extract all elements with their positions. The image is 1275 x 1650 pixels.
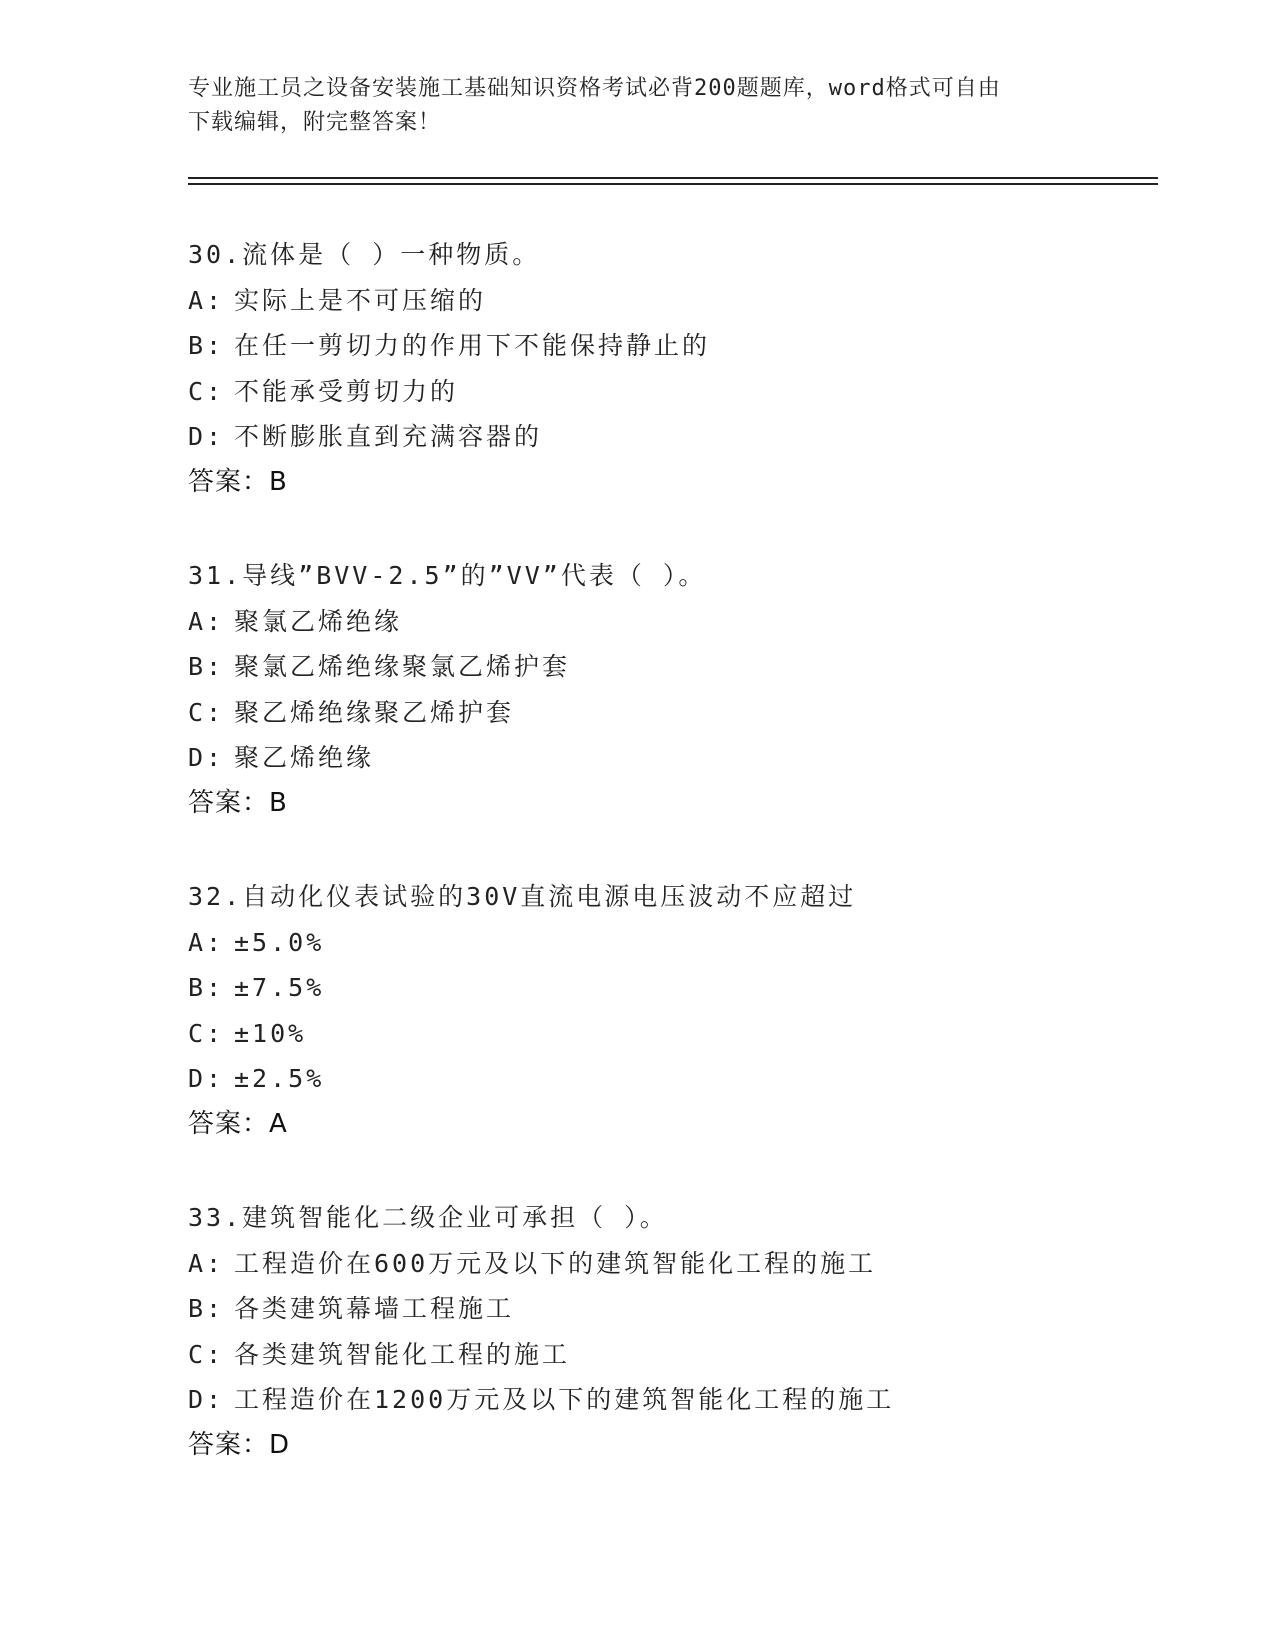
option-d: [188, 735, 1188, 781]
option-text: 聚乙烯绝缘: [234, 743, 375, 772]
option-b: [188, 644, 1188, 690]
header-divider-bottom: [188, 183, 1158, 185]
option-c: [188, 690, 1188, 736]
option-a: [188, 278, 1188, 324]
answer-line: 答案：B: [188, 787, 288, 818]
option-letter: D:: [188, 422, 225, 451]
option-text: 不能承受剪切力的: [234, 376, 459, 406]
option-letter: D:: [188, 1385, 225, 1414]
option-a: [188, 1241, 1188, 1287]
option-b: [188, 1286, 1188, 1332]
option-c: [188, 1011, 1188, 1057]
option-d: [188, 1377, 1188, 1423]
answer-line: 答案：A: [188, 1108, 288, 1139]
option-text: ±7.5%: [234, 973, 325, 1002]
answer-line: 答案：D: [188, 1429, 291, 1460]
question-33: [188, 1195, 1188, 1468]
option-d: [188, 1056, 1188, 1102]
option-b: [188, 323, 1188, 369]
option-letter: B:: [188, 331, 225, 360]
option-text: 实际上是不可压缩的: [234, 285, 487, 315]
option-b: [188, 965, 1188, 1011]
option-text: 聚氯乙烯绝缘: [234, 606, 403, 636]
option-text: 聚氯乙烯绝缘聚氯乙烯护套: [234, 652, 571, 681]
option-text: ±2.5%: [234, 1064, 325, 1093]
question-30: [188, 232, 1188, 505]
header-divider-top: [188, 177, 1158, 179]
option-letter: D:: [188, 743, 225, 772]
option-text: 在任一剪切力的作用下不能保持静止的: [234, 331, 711, 360]
answer-line: 答案：B: [188, 466, 288, 497]
option-c: [188, 369, 1188, 415]
option-a: [188, 599, 1188, 645]
option-a: [188, 920, 1188, 966]
header-line-2: 下载编辑，附完整答案！: [188, 110, 442, 135]
option-text: 聚乙烯绝缘聚乙烯护套: [234, 697, 515, 727]
question-stem: 30.流体是（ ）一种物质。: [188, 240, 541, 269]
option-letter: A:: [188, 606, 225, 636]
option-letter: C:: [188, 376, 225, 406]
option-letter: D:: [188, 1064, 225, 1093]
option-text: ±10%: [234, 1018, 307, 1048]
question-stem: 32.自动化仪表试验的30V直流电源电压波动不应超过: [188, 882, 857, 911]
option-d: [188, 414, 1188, 460]
option-text: 各类建筑幕墙工程施工: [234, 1294, 515, 1323]
option-letter: B:: [188, 973, 225, 1002]
option-letter: A:: [188, 285, 225, 315]
option-letter: A:: [188, 1248, 225, 1278]
document-header: [188, 72, 1088, 140]
option-text: ±5.0%: [234, 927, 325, 957]
option-letter: B:: [188, 652, 225, 681]
question-stem: 33.建筑智能化二级企业可承担（ ）。: [188, 1203, 668, 1232]
option-letter: C:: [188, 1339, 225, 1369]
option-letter: B:: [188, 1294, 225, 1323]
option-letter: C:: [188, 1018, 225, 1048]
option-letter: C:: [188, 697, 225, 727]
option-text: 各类建筑智能化工程的施工: [234, 1339, 571, 1369]
option-text: 工程造价在600万元及以下的建筑智能化工程的施工: [234, 1248, 877, 1278]
question-list: [188, 232, 1188, 1516]
header-line-1: 专业施工员之设备安装施工基础知识资格考试必背200题题库，word格式可自由: [188, 76, 1001, 101]
option-text: 不断膨胀直到充满容器的: [234, 422, 543, 451]
option-c: [188, 1332, 1188, 1378]
option-letter: A:: [188, 927, 225, 957]
question-32: [188, 874, 1188, 1147]
question-stem: 31.导线”BVV-2.5”的”VV”代表（ ）。: [188, 561, 707, 590]
option-text: 工程造价在1200万元及以下的建筑智能化工程的施工: [234, 1385, 895, 1414]
question-31: [188, 553, 1188, 826]
